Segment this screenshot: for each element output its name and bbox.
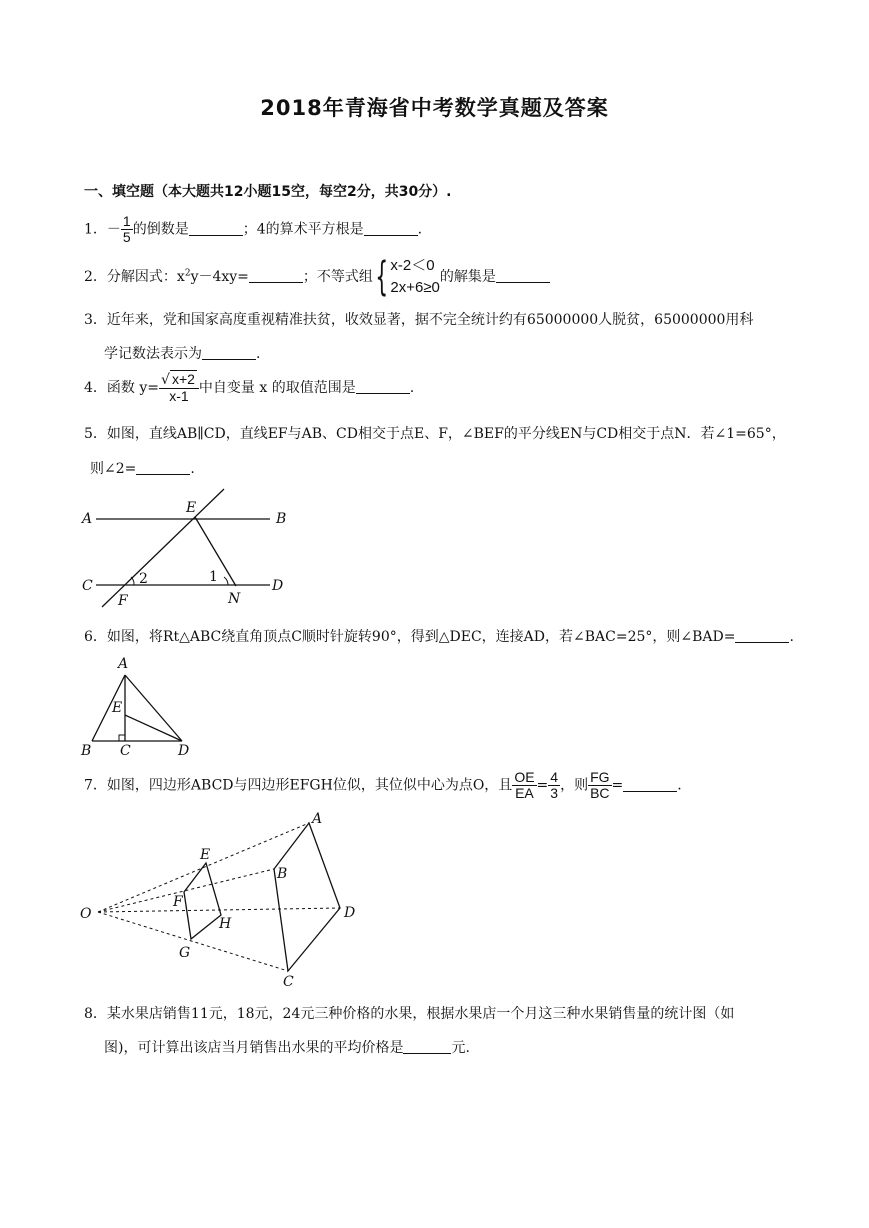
answer-blank[interactable] <box>623 777 677 792</box>
label-O: O <box>80 906 92 922</box>
label-C: C <box>283 974 294 988</box>
question-5-line-1: 5．如图，直线AB∥CD，直线EF与AB、CD相交于点E、F，∠BEF的平分线EN与CD相交于点N．若∠1=65°， <box>84 426 786 442</box>
fraction-4-3: $\frac{4}{3}$ <box>550 769 559 801</box>
label-C: C <box>82 578 93 594</box>
question-3-line-2: 学记数法表示为 . <box>104 346 261 362</box>
question-4: 4．函数 y= $\frac{√ x+2}{x-1}$ 中自变量 x 的取值范围是 . <box>84 371 415 404</box>
answer-blank[interactable] <box>249 268 303 283</box>
label-angle-2: 2 <box>139 571 148 587</box>
label-E: E <box>200 847 211 863</box>
fraction-FG-BC: $\frac{FG}{BC}$ <box>590 769 610 801</box>
question-8-line-2: 图)，可计算出该店当月销售出水果的平均价格是 元. <box>104 1040 470 1056</box>
section-heading: 一、填空题（本大题共12小题15空，每空2分，共30分）. <box>84 184 452 200</box>
figure-homothety <box>76 808 366 988</box>
label-B: B <box>276 511 287 527</box>
label-H: H <box>219 916 232 932</box>
answer-blank[interactable] <box>403 1039 451 1054</box>
answer-blank[interactable] <box>356 379 410 394</box>
question-7: 7．如图，四边形ABCD与四边形EFGH位似，其位似中心为点O，且 $\frac{OE}{EA}$ = $\frac{4}{3}$ ，则 $\frac{FG}{BC}$ = . <box>84 769 682 801</box>
label-D: D <box>344 905 356 921</box>
question-6: 6．如图，将Rt△ABC绕直角顶点C顺时针旋转90°，得到△DEC，连接AD，若∠BAC=25°，则∠BAD= . <box>84 629 794 645</box>
answer-blank[interactable] <box>202 345 256 360</box>
label-E: E <box>186 500 197 516</box>
label-G: G <box>179 945 191 961</box>
label-B: B <box>81 743 92 759</box>
inequality-system: x-2＜0 2x+6≥0 <box>390 257 440 296</box>
answer-blank[interactable] <box>735 628 789 643</box>
label-D: D <box>178 743 190 759</box>
label-A: A <box>118 656 129 672</box>
question-8-line-1: 8．某水果店销售11元，18元，24元三种价格的水果，根据水果店一个月这三种水果销售量的统计图（如 <box>84 1006 735 1022</box>
answer-blank[interactable] <box>189 221 243 236</box>
label-F: F <box>173 894 183 910</box>
label-C: C <box>120 743 131 759</box>
question-5-line-2: 则∠2= . <box>90 461 195 477</box>
label-N: N <box>228 591 241 607</box>
function-fraction: $\frac{√ x+2}{x-1}$ <box>159 372 199 404</box>
fraction-one-fifth: $\frac{1}{5}$ <box>122 213 131 245</box>
label-A: A <box>312 811 323 827</box>
answer-blank[interactable] <box>364 221 418 236</box>
label-D: D <box>272 578 284 594</box>
label-angle-1: 1 <box>209 569 218 585</box>
label-E: E <box>112 700 123 716</box>
figure-rotated-triangle <box>76 652 196 762</box>
brace-icon: { <box>375 254 389 300</box>
figure-parallel-lines <box>78 485 298 615</box>
label-F: F <box>118 593 128 609</box>
question-1: 1．－ $\frac{1}{5}$ 的倒数是 ；4的算术平方根是 . <box>84 213 423 245</box>
answer-blank[interactable] <box>136 460 190 475</box>
fraction-OE-EA: $\frac{OE}{EA}$ <box>514 769 535 801</box>
answer-blank[interactable] <box>496 268 550 283</box>
question-2: 2．分解因式：$x^2y-4xy=$ ；不等式组{ x-2＜0 2x+6≥0 的解集是 <box>84 255 550 299</box>
question-3-line-1: 3．近年来，党和国家高度重视精准扶贫，收效显著，据不完全统计约有65000000人脱贫，65000000用科 <box>84 312 754 328</box>
page-title: 2018年青海省中考数学真题及答案 <box>260 96 609 120</box>
label-B: B <box>277 866 288 882</box>
label-A: A <box>82 511 93 527</box>
